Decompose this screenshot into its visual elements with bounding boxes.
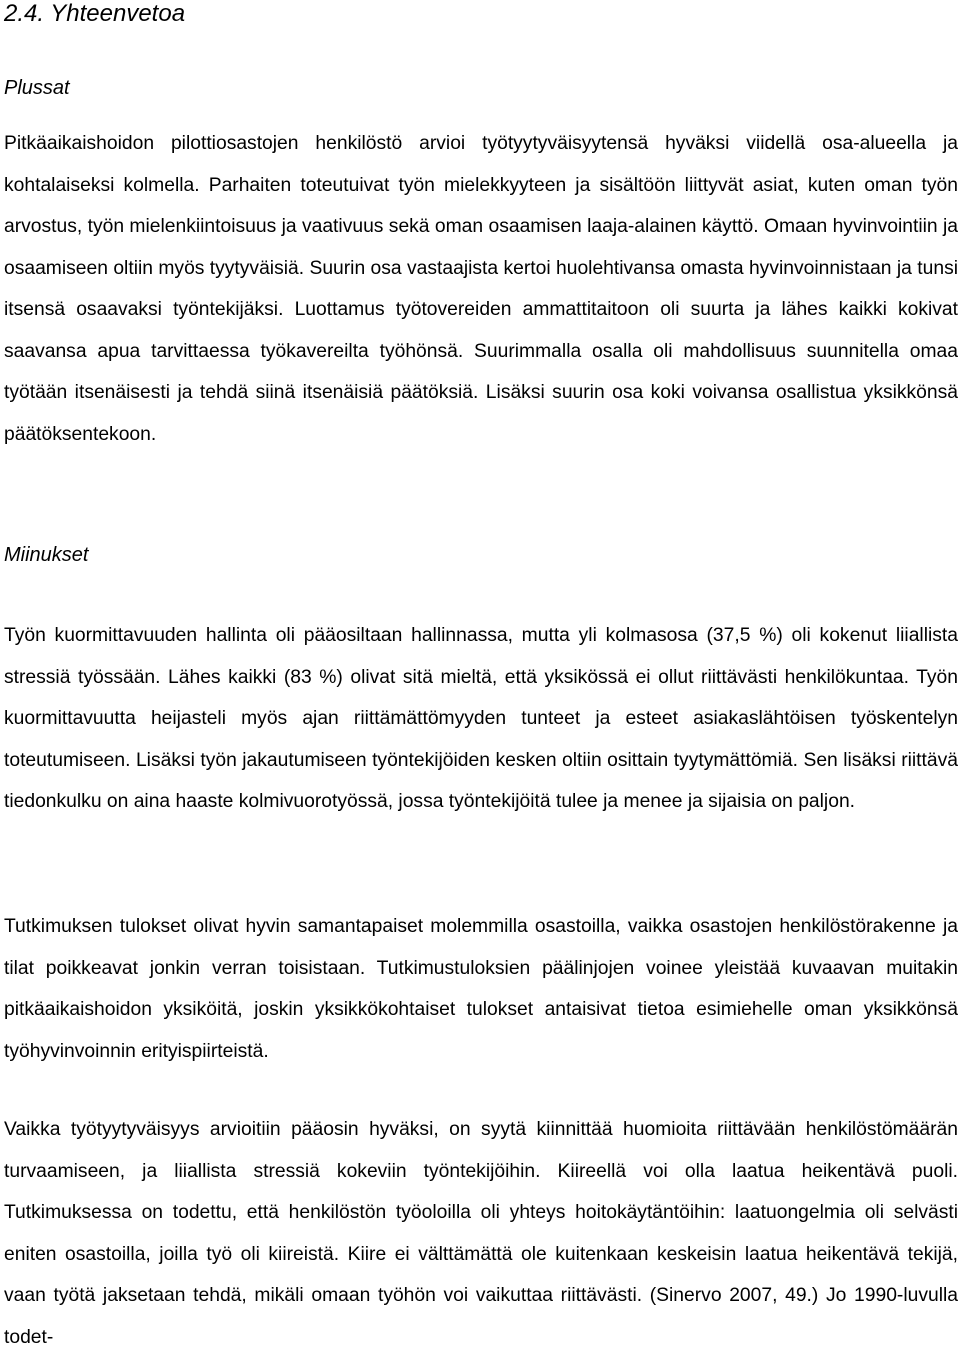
section-title: 2.4. Yhteenvetoa (4, 0, 186, 27)
paragraph-conclusion: Vaikka työtyytyväisyys arvioitiin pääosin hyväksi, on syytä kiinnittää huomioita riittävään henkilöstömäärän turvaamiseen, ja liiallista stressiä kokeviin työntekijöihin. Kiireellä voi olla laatua heikentävä puoli. Tutkimuksessa on todettu, että henkilöstön työoloilla oli yhteys hoitokäytäntöihin: laatuongelmia oli selvästi eniten osastoilla, joilla työ oli kiireistä. Kiire ei välttämättä ole kuitenkaan keskeisin laatua heikentävä tekijä, vaan työtä jaksetaan tehdä, mikäli omaan työhön voi vaikuttaa riittävästi. (Sinervo 2007, 49.) Jo 1990-luvulla todet- (4, 1119, 958, 1348)
plus-heading: Plussat (4, 77, 70, 99)
minus-heading: Miinukset (4, 544, 89, 566)
document-page (4, 0, 958, 1348)
plus-paragraph: Pitkäaikaishoidon pilottiosastojen henkilöstö arvioi työtyytyväisyytensä hyväksi viidellä osa-alueella ja kohtalaiseksi kolmella. Parhaiten toteutuivat työn mielekkyyteen ja sisältöön liittyvät asiat, kuten oman työn arvostus, työn mielenkiintoisuus ja vaativuus sekä oman osaamisen laaja-alainen käyttö. Omaan hyvinvointiin ja osaamiseen oltiin myös tyytyväisiä. Suurin osa vastaajista kertoi huolehtivansa omasta hyvinvoinnistaan ja tunsi itsensä osaavaksi työntekijäksi. Luottamus työtovereiden ammattitaitoon oli suurta ja lähes kaikki kokivat saavansa apua tarvittaessa työkavereilta työhönsä. Suurimmalla osalla oli mahdollisuus suunnitella omaa työtään itsenäisesti ja tehdä siinä itsenäisiä päätöksiä. Lisäksi suurin osa koki voivansa osallistua yksikkönsä päätöksentekoon. (4, 133, 958, 445)
paragraph-results: Tutkimuksen tulokset olivat hyvin samantapaiset molemmilla osastoilla, vaikka osastojen henkilöstörakenne ja tilat poikkeavat jonkin verran toisistaan. Tutkimustuloksien päälinjojen voinee yleistää kuvaavan muitakin pitkäaikaishoidon yksiköitä, joskin yksikkökohtaiset tulokset antaisivat tietoa esimiehelle oman yksikkönsä työhyvinvoinnin erityispiirteistä. (4, 916, 958, 1062)
minus-paragraph: Työn kuormittavuuden hallinta oli pääosiltaan hallinnassa, mutta yli kolmasosa (37,5 %) oli kokenut liiallista stressiä työssään. Lähes kaikki (83 %) olivat sitä mieltä, että yksikössä ei ollut riittävästi henkilökuntaa. Työn kuormittavuutta heijasteli myös ajan riittämättömyyden tunteet ja esteet asiakaslähtöisen työskentelyn toteutumiseen. Lisäksi työn jakautumiseen työntekijöiden kesken oltiin osittain tyytymättömiä. Sen lisäksi riittävä tiedonkulku on aina haaste kolmivuorotyössä, jossa työntekijöitä tulee ja menee ja sijaisia on paljon. (4, 625, 958, 812)
